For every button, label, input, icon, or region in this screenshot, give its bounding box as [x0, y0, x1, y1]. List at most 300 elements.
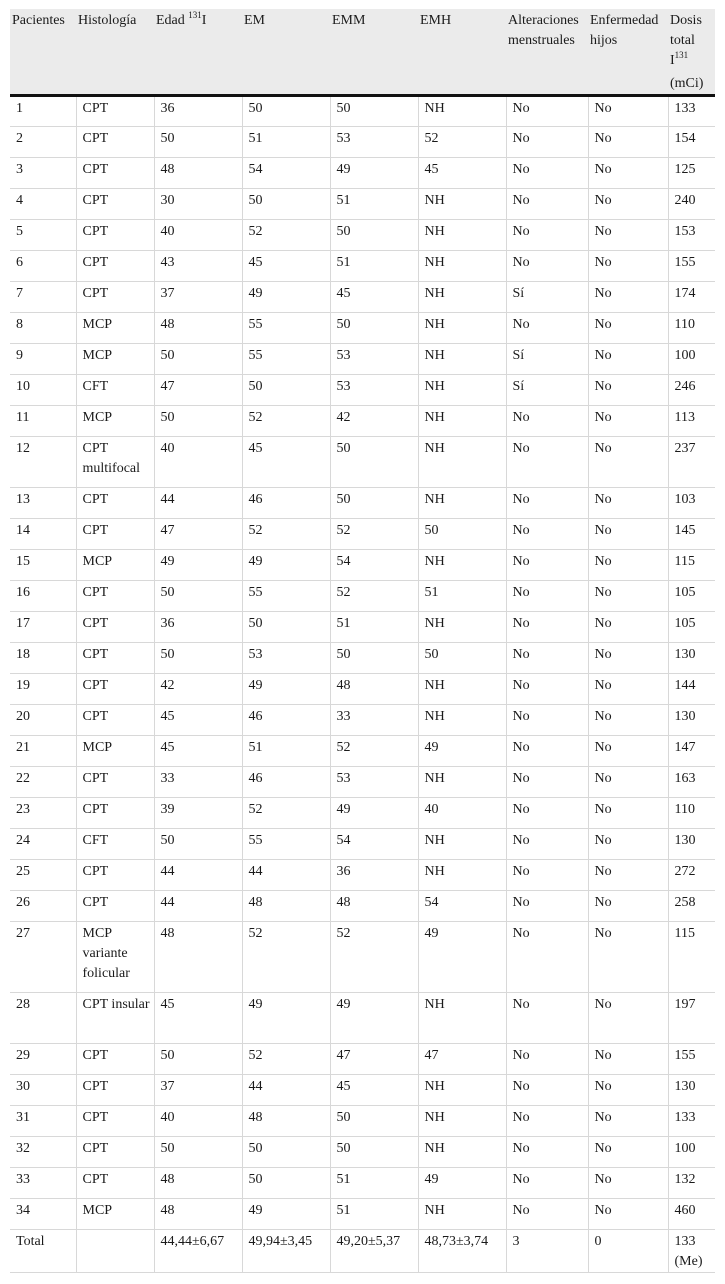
- cell-emm: 52: [330, 581, 418, 612]
- table-row: [10, 674, 715, 705]
- cell-alteraciones: Sí: [506, 344, 588, 375]
- table-row: [10, 251, 715, 282]
- cell-em: 50: [242, 96, 330, 127]
- cell-enfermedad: No: [588, 1075, 668, 1106]
- cell-dosis: 240: [668, 189, 715, 220]
- cell-em: 45: [242, 251, 330, 282]
- cell-enfermedad: No: [588, 344, 668, 375]
- cell-histologia: CPT: [76, 1106, 154, 1137]
- cell-paciente: 4: [10, 189, 76, 220]
- cell-histologia: CPT: [76, 705, 154, 736]
- cell-emm: 51: [330, 189, 418, 220]
- cell-enfermedad: No: [588, 1199, 668, 1230]
- cell-em: 49: [242, 993, 330, 1044]
- total-dosis: 133 (Me): [668, 1230, 715, 1273]
- cell-alteraciones: No: [506, 96, 588, 127]
- cell-em: 46: [242, 705, 330, 736]
- cell-paciente: 1: [10, 96, 76, 127]
- cell-emm: 52: [330, 922, 418, 993]
- cell-histologia: CPT: [76, 612, 154, 643]
- cell-paciente: 12: [10, 437, 76, 488]
- cell-em: 49: [242, 1199, 330, 1230]
- cell-emm: 51: [330, 1199, 418, 1230]
- cell-emh: NH: [418, 251, 506, 282]
- cell-em: 50: [242, 1168, 330, 1199]
- header-em: EM: [242, 9, 330, 96]
- cell-emh: NH: [418, 767, 506, 798]
- cell-emh: NH: [418, 705, 506, 736]
- cell-alteraciones: No: [506, 313, 588, 344]
- cell-em: 48: [242, 1106, 330, 1137]
- cell-emh: NH: [418, 344, 506, 375]
- cell-dosis: 130: [668, 1075, 715, 1106]
- cell-alteraciones: No: [506, 581, 588, 612]
- cell-emm: 53: [330, 767, 418, 798]
- cell-alteraciones: No: [506, 220, 588, 251]
- cell-dosis: 100: [668, 344, 715, 375]
- cell-emh: 45: [418, 158, 506, 189]
- cell-alteraciones: No: [506, 612, 588, 643]
- cell-emh: NH: [418, 1199, 506, 1230]
- cell-enfermedad: No: [588, 767, 668, 798]
- cell-edad: 36: [154, 612, 242, 643]
- cell-alteraciones: No: [506, 158, 588, 189]
- cell-alteraciones: No: [506, 437, 588, 488]
- total-em: 49,94±3,45: [242, 1230, 330, 1273]
- cell-alteraciones: No: [506, 993, 588, 1044]
- cell-edad: 45: [154, 736, 242, 767]
- cell-edad: 44: [154, 488, 242, 519]
- cell-dosis: 258: [668, 891, 715, 922]
- patients-table: [10, 9, 715, 1273]
- cell-dosis: 130: [668, 643, 715, 674]
- cell-edad: 48: [154, 158, 242, 189]
- cell-histologia: CPT: [76, 860, 154, 891]
- cell-enfermedad: No: [588, 189, 668, 220]
- cell-enfermedad: No: [588, 127, 668, 158]
- table-row: [10, 1106, 715, 1137]
- total-edad: 44,44±6,67: [154, 1230, 242, 1273]
- cell-emh: 52: [418, 127, 506, 158]
- cell-emh: NH: [418, 550, 506, 581]
- table-row: [10, 705, 715, 736]
- cell-emh: 50: [418, 643, 506, 674]
- cell-edad: 48: [154, 1199, 242, 1230]
- cell-emh: NH: [418, 282, 506, 313]
- cell-edad: 44: [154, 891, 242, 922]
- cell-emm: 33: [330, 705, 418, 736]
- cell-emh: 49: [418, 736, 506, 767]
- cell-alteraciones: No: [506, 674, 588, 705]
- cell-histologia: CPT: [76, 251, 154, 282]
- table-row: [10, 313, 715, 344]
- cell-edad: 39: [154, 798, 242, 829]
- table-row: [10, 860, 715, 891]
- cell-dosis: 105: [668, 612, 715, 643]
- cell-histologia: MCP: [76, 550, 154, 581]
- header-dosis: Dosis total $I^{131}$ (mCi): [668, 9, 715, 96]
- cell-em: 50: [242, 375, 330, 406]
- cell-paciente: 34: [10, 1199, 76, 1230]
- cell-histologia: CFT: [76, 375, 154, 406]
- cell-dosis: 153: [668, 220, 715, 251]
- table-row: [10, 993, 715, 1044]
- table-row: [10, 922, 715, 993]
- cell-histologia: CFT: [76, 829, 154, 860]
- cell-paciente: 19: [10, 674, 76, 705]
- cell-alteraciones: No: [506, 1199, 588, 1230]
- cell-dosis: 145: [668, 519, 715, 550]
- cell-dosis: 155: [668, 251, 715, 282]
- cell-edad: 50: [154, 1044, 242, 1075]
- cell-edad: 50: [154, 127, 242, 158]
- table-row: [10, 829, 715, 860]
- cell-emm: 49: [330, 158, 418, 189]
- table-row: [10, 406, 715, 437]
- cell-emm: 45: [330, 1075, 418, 1106]
- cell-histologia: CPT: [76, 96, 154, 127]
- cell-paciente: 10: [10, 375, 76, 406]
- cell-dosis: 197: [668, 993, 715, 1044]
- cell-em: 52: [242, 922, 330, 993]
- cell-alteraciones: No: [506, 798, 588, 829]
- cell-edad: 37: [154, 1075, 242, 1106]
- cell-em: 51: [242, 127, 330, 158]
- cell-em: 44: [242, 1075, 330, 1106]
- cell-emh: NH: [418, 860, 506, 891]
- cell-edad: 43: [154, 251, 242, 282]
- cell-em: 44: [242, 860, 330, 891]
- cell-em: 49: [242, 674, 330, 705]
- cell-enfermedad: No: [588, 282, 668, 313]
- cell-emm: 48: [330, 674, 418, 705]
- cell-histologia: CPT insular: [76, 993, 154, 1044]
- cell-paciente: 23: [10, 798, 76, 829]
- cell-em: 55: [242, 313, 330, 344]
- cell-paciente: 25: [10, 860, 76, 891]
- cell-em: 51: [242, 736, 330, 767]
- cell-edad: 36: [154, 96, 242, 127]
- cell-em: 49: [242, 282, 330, 313]
- cell-alteraciones: No: [506, 1075, 588, 1106]
- table-row: [10, 1075, 715, 1106]
- cell-emh: 51: [418, 581, 506, 612]
- cell-alteraciones: No: [506, 488, 588, 519]
- cell-paciente: 31: [10, 1106, 76, 1137]
- cell-paciente: 11: [10, 406, 76, 437]
- table-row: [10, 375, 715, 406]
- cell-edad: 44: [154, 860, 242, 891]
- total-histologia: [76, 1230, 154, 1273]
- cell-enfermedad: No: [588, 891, 668, 922]
- cell-enfermedad: No: [588, 1168, 668, 1199]
- cell-dosis: 113: [668, 406, 715, 437]
- cell-em: 46: [242, 767, 330, 798]
- table-row: [10, 96, 715, 127]
- header-edad: Edad $^{131}$I: [154, 9, 242, 96]
- cell-emm: 50: [330, 313, 418, 344]
- cell-alteraciones: No: [506, 705, 588, 736]
- cell-alteraciones: No: [506, 1044, 588, 1075]
- cell-paciente: 3: [10, 158, 76, 189]
- header-row: [10, 9, 715, 96]
- cell-enfermedad: No: [588, 375, 668, 406]
- cell-dosis: 460: [668, 1199, 715, 1230]
- header-enfermedad: Enfermedad hijos: [588, 9, 668, 96]
- cell-em: 46: [242, 488, 330, 519]
- cell-alteraciones: No: [506, 1106, 588, 1137]
- cell-paciente: 24: [10, 829, 76, 860]
- cell-paciente: 27: [10, 922, 76, 993]
- cell-emh: NH: [418, 375, 506, 406]
- cell-dosis: 163: [668, 767, 715, 798]
- cell-emh: 50: [418, 519, 506, 550]
- cell-em: 53: [242, 643, 330, 674]
- cell-emh: NH: [418, 437, 506, 488]
- cell-emh: NH: [418, 612, 506, 643]
- cell-dosis: 125: [668, 158, 715, 189]
- cell-emh: NH: [418, 829, 506, 860]
- cell-enfermedad: No: [588, 736, 668, 767]
- cell-em: 52: [242, 406, 330, 437]
- cell-histologia: CPT: [76, 767, 154, 798]
- cell-paciente: 17: [10, 612, 76, 643]
- cell-paciente: 15: [10, 550, 76, 581]
- cell-emm: 52: [330, 736, 418, 767]
- cell-dosis: 155: [668, 1044, 715, 1075]
- cell-paciente: 16: [10, 581, 76, 612]
- cell-em: 52: [242, 798, 330, 829]
- cell-emh: NH: [418, 488, 506, 519]
- cell-emh: 47: [418, 1044, 506, 1075]
- cell-enfermedad: No: [588, 220, 668, 251]
- cell-alteraciones: No: [506, 127, 588, 158]
- cell-emh: 49: [418, 922, 506, 993]
- cell-histologia: CPT: [76, 488, 154, 519]
- cell-emh: NH: [418, 313, 506, 344]
- cell-em: 52: [242, 220, 330, 251]
- cell-histologia: CPT: [76, 1137, 154, 1168]
- cell-edad: 45: [154, 705, 242, 736]
- header-emh: EMH: [418, 9, 506, 96]
- cell-emh: NH: [418, 993, 506, 1044]
- table-row: [10, 519, 715, 550]
- cell-enfermedad: No: [588, 488, 668, 519]
- cell-dosis: 100: [668, 1137, 715, 1168]
- cell-histologia: CPT: [76, 891, 154, 922]
- table-row: [10, 282, 715, 313]
- table-row: [10, 127, 715, 158]
- cell-alteraciones: Sí: [506, 375, 588, 406]
- cell-alteraciones: No: [506, 643, 588, 674]
- cell-dosis: 105: [668, 581, 715, 612]
- cell-emm: 53: [330, 127, 418, 158]
- cell-edad: 30: [154, 189, 242, 220]
- cell-dosis: 132: [668, 1168, 715, 1199]
- cell-enfermedad: No: [588, 406, 668, 437]
- cell-emm: 36: [330, 860, 418, 891]
- cell-emm: 53: [330, 344, 418, 375]
- cell-em: 45: [242, 437, 330, 488]
- cell-alteraciones: No: [506, 189, 588, 220]
- cell-emm: 50: [330, 437, 418, 488]
- cell-em: 52: [242, 519, 330, 550]
- cell-emm: 50: [330, 488, 418, 519]
- table-row: [10, 550, 715, 581]
- cell-dosis: 237: [668, 437, 715, 488]
- cell-paciente: 5: [10, 220, 76, 251]
- cell-histologia: CPT: [76, 1044, 154, 1075]
- cell-em: 49: [242, 550, 330, 581]
- cell-enfermedad: No: [588, 643, 668, 674]
- cell-edad: 50: [154, 643, 242, 674]
- cell-dosis: 130: [668, 705, 715, 736]
- cell-histologia: MCP: [76, 406, 154, 437]
- cell-edad: 48: [154, 922, 242, 993]
- cell-edad: 37: [154, 282, 242, 313]
- cell-enfermedad: No: [588, 993, 668, 1044]
- header-histologia: Histología: [76, 9, 154, 96]
- cell-emm: 45: [330, 282, 418, 313]
- cell-enfermedad: No: [588, 860, 668, 891]
- header-emm: EMM: [330, 9, 418, 96]
- cell-enfermedad: No: [588, 581, 668, 612]
- cell-edad: 47: [154, 375, 242, 406]
- cell-emh: 49: [418, 1168, 506, 1199]
- cell-dosis: 174: [668, 282, 715, 313]
- cell-histologia: CPT: [76, 220, 154, 251]
- table-row: [10, 891, 715, 922]
- total-emh: 48,73±3,74: [418, 1230, 506, 1273]
- cell-em: 52: [242, 1044, 330, 1075]
- cell-paciente: 21: [10, 736, 76, 767]
- table-row: [10, 1137, 715, 1168]
- total-paciente: Total: [10, 1230, 76, 1273]
- cell-histologia: CPT: [76, 519, 154, 550]
- cell-em: 50: [242, 1137, 330, 1168]
- cell-emm: 48: [330, 891, 418, 922]
- total-alteraciones: 3: [506, 1230, 588, 1273]
- cell-em: 50: [242, 189, 330, 220]
- cell-histologia: MCP: [76, 736, 154, 767]
- cell-emm: 54: [330, 550, 418, 581]
- cell-emm: 50: [330, 1106, 418, 1137]
- table-row: [10, 767, 715, 798]
- cell-emh: 54: [418, 891, 506, 922]
- cell-emh: NH: [418, 1075, 506, 1106]
- cell-histologia: CPT: [76, 581, 154, 612]
- cell-dosis: 246: [668, 375, 715, 406]
- cell-edad: 50: [154, 344, 242, 375]
- table-row: [10, 643, 715, 674]
- cell-edad: 40: [154, 220, 242, 251]
- cell-paciente: 9: [10, 344, 76, 375]
- total-emm: 49,20±5,37: [330, 1230, 418, 1273]
- cell-edad: 50: [154, 829, 242, 860]
- cell-em: 55: [242, 344, 330, 375]
- cell-emh: NH: [418, 96, 506, 127]
- cell-alteraciones: No: [506, 519, 588, 550]
- table-body: [10, 96, 715, 1273]
- cell-edad: 50: [154, 581, 242, 612]
- cell-paciente: 26: [10, 891, 76, 922]
- cell-alteraciones: No: [506, 550, 588, 581]
- cell-emh: NH: [418, 189, 506, 220]
- cell-histologia: MCP: [76, 1199, 154, 1230]
- cell-enfermedad: No: [588, 96, 668, 127]
- header-pacientes: Pacientes: [10, 9, 76, 96]
- table-row: [10, 1168, 715, 1199]
- cell-edad: 40: [154, 437, 242, 488]
- table-row: [10, 1044, 715, 1075]
- cell-paciente: 14: [10, 519, 76, 550]
- cell-emh: NH: [418, 1106, 506, 1137]
- cell-enfermedad: No: [588, 705, 668, 736]
- cell-emm: 51: [330, 251, 418, 282]
- cell-alteraciones: No: [506, 860, 588, 891]
- cell-paciente: 30: [10, 1075, 76, 1106]
- total-enfermedad: 0: [588, 1230, 668, 1273]
- cell-edad: 33: [154, 767, 242, 798]
- cell-edad: 49: [154, 550, 242, 581]
- cell-paciente: 13: [10, 488, 76, 519]
- cell-edad: 42: [154, 674, 242, 705]
- cell-histologia: CPT: [76, 643, 154, 674]
- cell-emh: 40: [418, 798, 506, 829]
- cell-emm: 50: [330, 643, 418, 674]
- cell-enfermedad: No: [588, 1106, 668, 1137]
- table-row: [10, 798, 715, 829]
- cell-paciente: 32: [10, 1137, 76, 1168]
- cell-alteraciones: No: [506, 1137, 588, 1168]
- header-alteraciones: Alteraciones menstruales: [506, 9, 588, 96]
- cell-histologia: CPT: [76, 127, 154, 158]
- cell-alteraciones: No: [506, 251, 588, 282]
- cell-em: 54: [242, 158, 330, 189]
- cell-histologia: MCP: [76, 344, 154, 375]
- cell-edad: 48: [154, 1168, 242, 1199]
- cell-dosis: 110: [668, 798, 715, 829]
- cell-alteraciones: No: [506, 736, 588, 767]
- cell-enfermedad: No: [588, 612, 668, 643]
- cell-paciente: 28: [10, 993, 76, 1044]
- cell-dosis: 110: [668, 313, 715, 344]
- cell-edad: 50: [154, 1137, 242, 1168]
- cell-histologia: CPT: [76, 798, 154, 829]
- cell-emm: 49: [330, 993, 418, 1044]
- table-row: [10, 736, 715, 767]
- cell-enfermedad: No: [588, 674, 668, 705]
- cell-emm: 52: [330, 519, 418, 550]
- cell-paciente: 33: [10, 1168, 76, 1199]
- cell-enfermedad: No: [588, 251, 668, 282]
- cell-emm: 42: [330, 406, 418, 437]
- table-row: [10, 612, 715, 643]
- cell-emm: 51: [330, 612, 418, 643]
- cell-dosis: 133: [668, 96, 715, 127]
- cell-histologia: MCP variante folicular: [76, 922, 154, 993]
- cell-paciente: 7: [10, 282, 76, 313]
- cell-histologia: CPT: [76, 189, 154, 220]
- cell-enfermedad: No: [588, 798, 668, 829]
- cell-edad: 48: [154, 313, 242, 344]
- cell-histologia: CPT multifocal: [76, 437, 154, 488]
- cell-dosis: 272: [668, 860, 715, 891]
- cell-em: 50: [242, 612, 330, 643]
- cell-dosis: 147: [668, 736, 715, 767]
- cell-alteraciones: No: [506, 767, 588, 798]
- cell-edad: 40: [154, 1106, 242, 1137]
